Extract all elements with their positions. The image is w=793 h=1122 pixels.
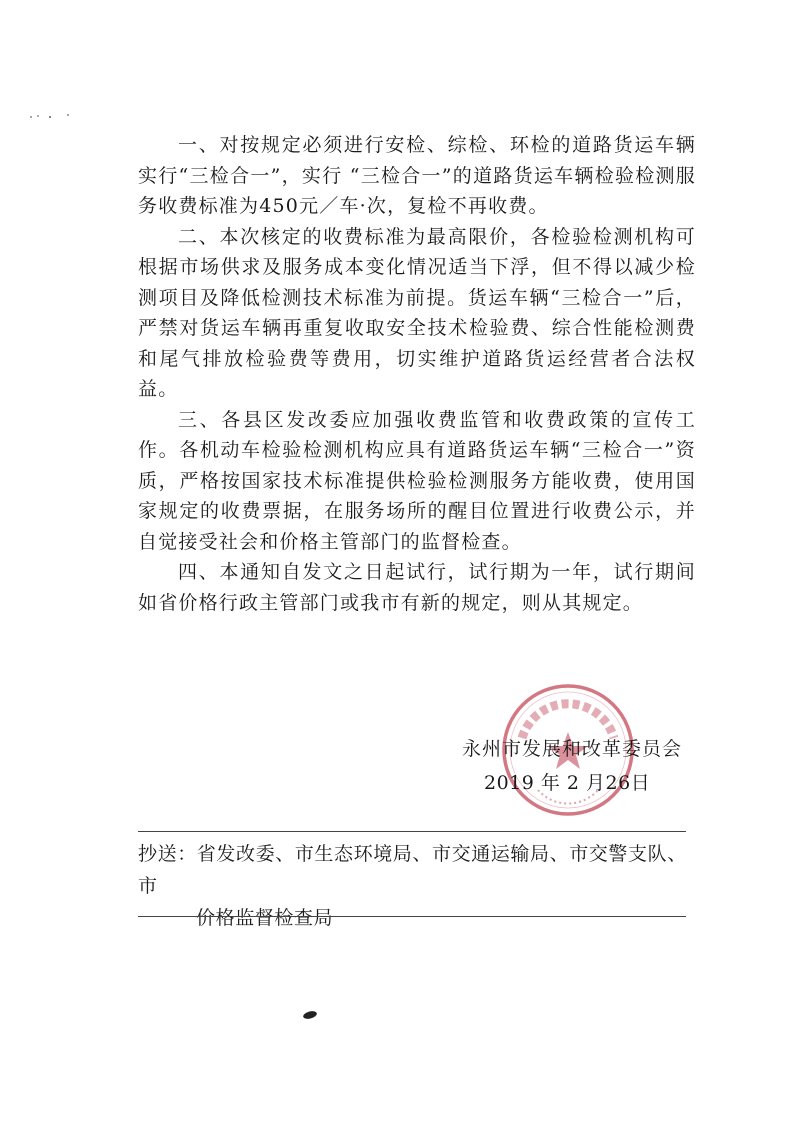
- cc-section: [138, 838, 698, 934]
- paragraph-3: 三、各县区发改委应加强收费监管和收费政策的宣传工作。各机动车检验检测机构应具有道路货运车辆“三检合一”资质，严格按国家技术标准提供检验检测服务方能收费，使用国家规定的收费票据，在服务场所的醒目位置进行收费公示，并自觉接受社会和价格主管部门的监督检查。: [138, 408, 696, 553]
- notice-body: [138, 130, 696, 618]
- signature-block: [440, 728, 700, 818]
- cc-top-divider: [138, 831, 686, 832]
- paragraph-4: 四、本通知自发文之日起试行，试行期为一年，试行期间如省价格行政主管部门或我市有新的规定，则从其规定。: [138, 561, 696, 614]
- issuing-organization: 永州市发展和改革委员会: [462, 738, 683, 760]
- paragraph-1: 一、对按规定必须进行安检、综检、环检的道路货运车辆实行“三检合一”，实行 “三检合一”的道路货运车辆检验检测服务收费标准为450元／车·次，复检不再收费。: [138, 134, 696, 217]
- cc-recipients-line-1: 抄送：省发改委、市生态环境局、市交通运输局、市交警支队、市: [138, 843, 687, 897]
- issue-date: 2019 年 2 月26日: [484, 772, 651, 794]
- ink-spot-mark: [300, 1010, 320, 1020]
- scan-speck-marks: [28, 112, 88, 122]
- cc-bottom-divider: [138, 916, 686, 917]
- paragraph-2: 二、本次核定的收费标准为最高限价，各检验检测机构可根据市场供求及服务成本变化情况适当下浮，但不得以减少检测项目及降低检测技术标准为前提。货运车辆“三检合一”后，严禁对货运车辆再重复收取安全技术检验费、综合性能检测费和尾气排放检验费等费用，切实维护道路货运经营者合法权益。: [138, 225, 696, 400]
- cc-recipients-line-2: 价格监督检查局: [196, 907, 334, 929]
